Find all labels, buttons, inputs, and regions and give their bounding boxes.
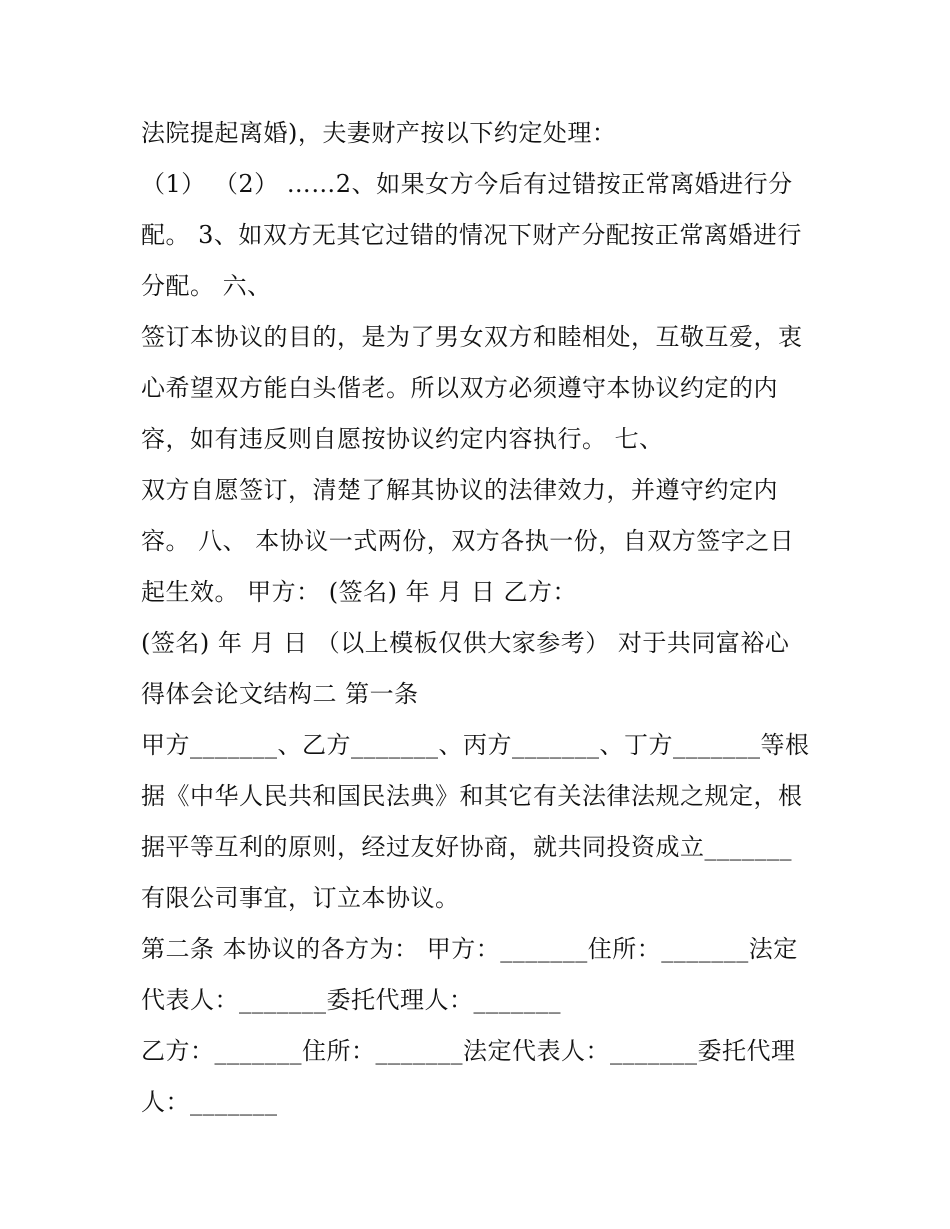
document-body xyxy=(141,108,821,1128)
text-line: 起生效。 甲方： (签名) 年 月 日 乙方： xyxy=(141,578,577,606)
text-line: 有限公司事宜，订立本协议。 xyxy=(141,884,460,912)
text-line: 第二条 本协议的各方为： 甲方：_______住所：_______法定 xyxy=(141,935,798,963)
text-line: 甲方_______、乙方_______、丙方_______、丁方_______等根 xyxy=(141,731,810,759)
text-line: (签名) 年 月 日 （以上模板仅供大家参考） 对于共同富裕心 xyxy=(141,629,790,657)
text-line: 心希望双方能白头偕老。所以双方必须遵守本协议约定的内 xyxy=(141,374,778,402)
text-line: 容。 八、 本协议一式两份，双方各执一份，自双方签字之日 xyxy=(141,527,795,555)
text-line: 签订本协议的目的，是为了男女双方和睦相处，互敬互爱，衷 xyxy=(141,323,803,351)
text-line: 得体会论文结构二 第一条 xyxy=(141,680,419,708)
text-line: （1） （2） ……2、如果女方今后有过错按正常离婚进行分 xyxy=(141,170,793,198)
text-line: 双方自愿签订，清楚了解其协议的法律效力，并遵守约定内 xyxy=(141,476,778,504)
text-line: 据《中华人民共和国民法典》和其它有关法律法规之规定，根 xyxy=(141,782,803,810)
text-line: 代表人：_______委托代理人：_______ xyxy=(141,986,561,1014)
text-line: 人：_______ xyxy=(141,1088,278,1116)
text-line: 乙方：_______住所：_______法定代表人：_______委托代理 xyxy=(141,1037,796,1065)
text-line: 分配。 六、 xyxy=(141,272,272,300)
text-line: 据平等互利的原则，经过友好协商，就共同投资成立_______ xyxy=(141,833,792,861)
text-line: 法院提起离婚)，夫妻财产按以下约定处理： xyxy=(141,119,617,147)
text-line: 容，如有违反则自愿按协议约定内容执行。 七、 xyxy=(141,425,664,453)
text-line: 配。 3、如双方无其它过错的情况下财产分配按正常离婚进行 xyxy=(141,221,802,249)
